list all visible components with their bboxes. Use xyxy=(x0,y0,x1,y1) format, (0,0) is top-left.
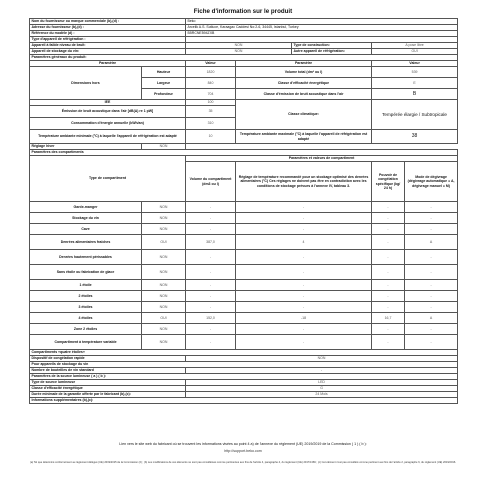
additional-info-label: Informations supplémentaires (b),(c): xyxy=(30,398,458,404)
warranty-label: Durée minimale de la garantie offerte par le fabricant (b),(c): xyxy=(30,392,186,398)
winter-label: Réglage hiver xyxy=(30,144,142,150)
col-volume-header: Volume du compartiment (dm3 ou l) xyxy=(186,162,236,202)
table-row xyxy=(30,235,458,250)
compartments-section-title: Paramètres des compartiments xyxy=(30,150,458,156)
compartment-volume: 152,0 xyxy=(186,313,236,324)
supplier-name-label: Nom du fournisseur ou marque commerciale (b),(d) : xyxy=(30,19,186,25)
compartment-power: 16,7 xyxy=(372,313,405,324)
compartment-rows xyxy=(30,202,458,350)
compartment-volume: - xyxy=(186,250,236,265)
table-row xyxy=(30,398,458,404)
compartment-present: NON xyxy=(142,250,186,265)
tmax-label: Température ambiante maximale (°C) à laquelle l'appareil de réfrigération est adapté xyxy=(236,130,372,144)
low-noise-value: NON xyxy=(186,43,292,49)
width-value: 840 xyxy=(186,78,236,89)
param-header-2: Paramètre xyxy=(236,61,372,67)
manufacturer-link-text: Lien vers le site web du fabricant où se trouvent les informations visées au point 4 a) de l'annexe du règlement (UE) 2019/2019 de la Commission ( 1 ) ( b ): xyxy=(119,442,367,446)
light-section-title: Paramètres de la source lumineuse ( a ) ( b ): xyxy=(30,374,458,380)
compartment-present: NON xyxy=(142,202,186,213)
supplier-address-label: Adresse du fournisseur (b),(d) : xyxy=(30,25,186,31)
light-class-label: Classe d'efficacité énergétique xyxy=(30,386,186,392)
compartment-temp: - xyxy=(236,280,372,291)
compartment-defrost: - xyxy=(405,324,458,335)
param-header: Paramètre xyxy=(30,61,186,67)
compartment-present: NON xyxy=(142,335,186,350)
compartment-temp: - xyxy=(236,250,372,265)
compartment-temp: - xyxy=(236,224,372,235)
compartment-name: 2 étoiles xyxy=(30,291,142,302)
energy-label: Consommation d'énergie annuelle (kWh/an) xyxy=(30,118,186,130)
compartment-power: - xyxy=(372,335,405,350)
compartment-present: NON xyxy=(142,291,186,302)
eei-label: IEE xyxy=(30,100,186,106)
compartment-volume: - xyxy=(186,202,236,213)
table-row xyxy=(30,324,458,335)
volume-label: Volume total (dm³ ou l) xyxy=(236,67,372,78)
tmin-value: 10 xyxy=(186,130,236,144)
compartment-name: Garde-manger xyxy=(30,202,142,213)
depth-value: 704 xyxy=(186,89,236,100)
supplier-address-value: Arcelik A.S. Sutluce, Karaagac Caddesi No:2-6, 34445, Istanbul, Turkey xyxy=(186,25,458,31)
table-row xyxy=(30,202,458,213)
compartment-volume: - xyxy=(186,224,236,235)
compartment-power: - xyxy=(372,224,405,235)
manufacturer-url[interactable]: http://support.beko.com xyxy=(224,449,262,453)
wine-bottles-value: - xyxy=(186,368,458,374)
tmin-label: Température ambiante minimale (°C) à laquelle l'appareil de réfrigération est adapté xyxy=(30,130,186,144)
low-noise-label: Appareil à faible niveau de bruit: xyxy=(30,43,186,49)
compartment-volume: - xyxy=(186,265,236,280)
compartment-group-header: Paramètres et valeurs de compartiment xyxy=(186,156,458,162)
compartment-present: NON xyxy=(142,213,186,224)
compartment-name: Compartiment à température variable xyxy=(30,335,142,350)
other-appliance-value: OUI xyxy=(372,49,458,55)
product-table xyxy=(29,18,458,404)
eec-value: E xyxy=(372,78,458,89)
light-type-value: LED xyxy=(186,380,458,386)
compartment-present: NON xyxy=(142,280,186,291)
compartment-power: - xyxy=(372,202,405,213)
compartment-power: - xyxy=(372,302,405,313)
noise-label: Émission de bruit acoustique dans l'air [dB(A) re 1 pW] xyxy=(30,106,186,118)
compartment-name: Sans étoile ou fabrication de glace xyxy=(30,265,142,280)
compartment-name: 4 étoiles xyxy=(30,313,142,324)
fast-freeze-value: NON xyxy=(186,356,458,362)
table-row xyxy=(30,313,458,324)
compartment-power: - xyxy=(372,235,405,250)
value-header: Valeur xyxy=(186,61,236,67)
supplier-name-value: Beko xyxy=(186,19,458,25)
compartment-power: - xyxy=(372,280,405,291)
climate-value: Tempérée élargie / Subtropicale xyxy=(372,100,458,130)
compartment-present: NON xyxy=(142,302,186,313)
table-row xyxy=(30,213,458,224)
appliance-type-label: Type d'appareil de réfrigération : xyxy=(30,37,186,43)
col-defrost-header: Mode de dégivrage (dégivrage automatique = A, dégivrage manuel = M) xyxy=(405,162,458,202)
compartment-power: - xyxy=(372,324,405,335)
compartment-power: - xyxy=(372,265,405,280)
compartment-name: 3 étoiles xyxy=(30,302,142,313)
table-row xyxy=(30,130,458,144)
table-row xyxy=(30,280,458,291)
tmax-value: 38 xyxy=(372,130,458,144)
compartment-defrost: - xyxy=(405,213,458,224)
dimensions-label: Dimensions hors xyxy=(30,67,142,100)
compartment-name: Cave xyxy=(30,224,142,235)
compartment-defrost: - xyxy=(405,202,458,213)
compartment-temp: - xyxy=(236,202,372,213)
winter-value: NON xyxy=(142,144,186,150)
compartment-temp: - xyxy=(236,213,372,224)
wine-bottles-label: Nombre de bouteilles de vin standard xyxy=(30,368,186,374)
wine-section-title: Pour appareils de stockage du vin xyxy=(30,362,458,368)
col-power-header: Pouvoir de congélation spécifique (kg/ 24 h) xyxy=(372,162,405,202)
compartment-volume: - xyxy=(186,280,236,291)
table-row xyxy=(30,265,458,280)
compartment-name: Denrées hautement périssables xyxy=(30,250,142,265)
climate-label: Classe climatique: xyxy=(236,100,372,130)
noise-value: 35 xyxy=(186,106,236,118)
wine-storage-value: NON xyxy=(186,49,292,55)
compartment-temp: - xyxy=(236,335,372,350)
general-section-title: Paramètres généraux du produit: xyxy=(30,55,458,61)
compartment-volume: - xyxy=(186,335,236,350)
compartment-defrost: - xyxy=(405,291,458,302)
eei-value: 100 xyxy=(186,100,236,106)
compartment-present: NON xyxy=(142,265,186,280)
table-row xyxy=(30,291,458,302)
compartment-power: - xyxy=(372,291,405,302)
eec-label: Classe d'efficacité énergétique xyxy=(236,78,372,89)
noise-class-value: B xyxy=(372,89,458,100)
compartment-volume: 387,0 xyxy=(186,235,236,250)
table-row xyxy=(30,335,458,350)
compartment-temp: - xyxy=(236,291,372,302)
compartment-temp: - xyxy=(236,302,372,313)
compartment-present: NON xyxy=(142,324,186,335)
compartment-name: 1 étoile xyxy=(30,280,142,291)
wine-storage-label: Appareil de stockage du vin: xyxy=(30,49,186,55)
compartment-volume: - xyxy=(186,302,236,313)
light-class-value: G xyxy=(186,386,458,392)
light-type-label: Type de source lumineuse xyxy=(30,380,186,386)
noise-class-label: Classe d'émission de bruit acoustique dans l'air xyxy=(236,89,372,100)
height-label: Hauteur xyxy=(142,67,186,78)
compartment-temp: -18 xyxy=(236,313,372,324)
table-row xyxy=(30,250,458,265)
table-row xyxy=(30,224,458,235)
compartment-type-header: Type de compartiment xyxy=(30,156,186,202)
compartment-temp: - xyxy=(236,265,372,280)
other-appliance-label: Autre appareil de réfrigération: xyxy=(292,49,372,55)
compartment-present: NON xyxy=(142,224,186,235)
compartment-power: - xyxy=(372,213,405,224)
design-type-value: A pose libre xyxy=(372,43,458,49)
star4-section-title: Compartiments «quatre étoiles» xyxy=(30,350,458,356)
model-id-value: B5RCNE594ZXB xyxy=(186,31,458,37)
depth-label: Profondeur xyxy=(142,89,186,100)
width-label: Largeur xyxy=(142,78,186,89)
compartment-defrost: - xyxy=(405,302,458,313)
value-header-2: Valeur xyxy=(372,61,458,67)
compartment-name: Denrées alimentaires fraîches xyxy=(30,235,142,250)
design-type-label: Type de construction: xyxy=(292,43,372,49)
compartment-temp: - xyxy=(236,324,372,335)
compartment-defrost: - xyxy=(405,335,458,350)
compartment-name: Stockage du vin xyxy=(30,213,142,224)
table-row xyxy=(30,302,458,313)
compartment-name: Zone 2 étoiles xyxy=(30,324,142,335)
table-row xyxy=(30,67,458,78)
volume-value: 539 xyxy=(372,67,458,78)
compartment-defrost: - xyxy=(405,265,458,280)
footnote: (a) Tel que déterminé conformément au règlement délégué (UE) 2019/2015 de la Commission (2) ; (b) Les modifications de ces éléments ne sont pas considérées comme pertinentes aux fins de l'article 4, paragraphe 4, du règlement (UE) 2017/1369 ; (c) Cet élément n'est pas considéré comme pertinent aux fins de l'article 2, paragraphe 6, du règlement (UE) 2019/2016. xyxy=(29,461,457,464)
sheet-title: Fiche d'information sur le produit xyxy=(193,8,293,15)
energy-value: 310 xyxy=(186,118,236,130)
compartment-defrost: - xyxy=(405,280,458,291)
warranty-value: 24 Mois xyxy=(186,392,458,398)
compartment-volume: - xyxy=(186,324,236,335)
height-value: 1820 xyxy=(186,67,236,78)
compartment-power: - xyxy=(372,250,405,265)
compartment-defrost: A xyxy=(405,235,458,250)
compartment-temp: 4 xyxy=(236,235,372,250)
col-temp-header: Réglage de température recommandé pour un stockage optimisé des denrées alimentaires (°C) Ces réglages ne doivent pas être en contradiction avec les conditions de stockage prévues à l'annexe IV, tableau 3. xyxy=(236,162,372,202)
compartment-defrost: - xyxy=(405,224,458,235)
compartment-volume: - xyxy=(186,291,236,302)
compartment-present: OUI xyxy=(142,235,186,250)
compartment-defrost: - xyxy=(405,250,458,265)
model-id-label: Référence du modèle (d) : xyxy=(30,31,186,37)
compartment-present: OUI xyxy=(142,313,186,324)
fast-freeze-label: Dispositif de congélation rapide xyxy=(30,356,186,362)
compartment-defrost: A xyxy=(405,313,458,324)
compartment-volume: - xyxy=(186,213,236,224)
